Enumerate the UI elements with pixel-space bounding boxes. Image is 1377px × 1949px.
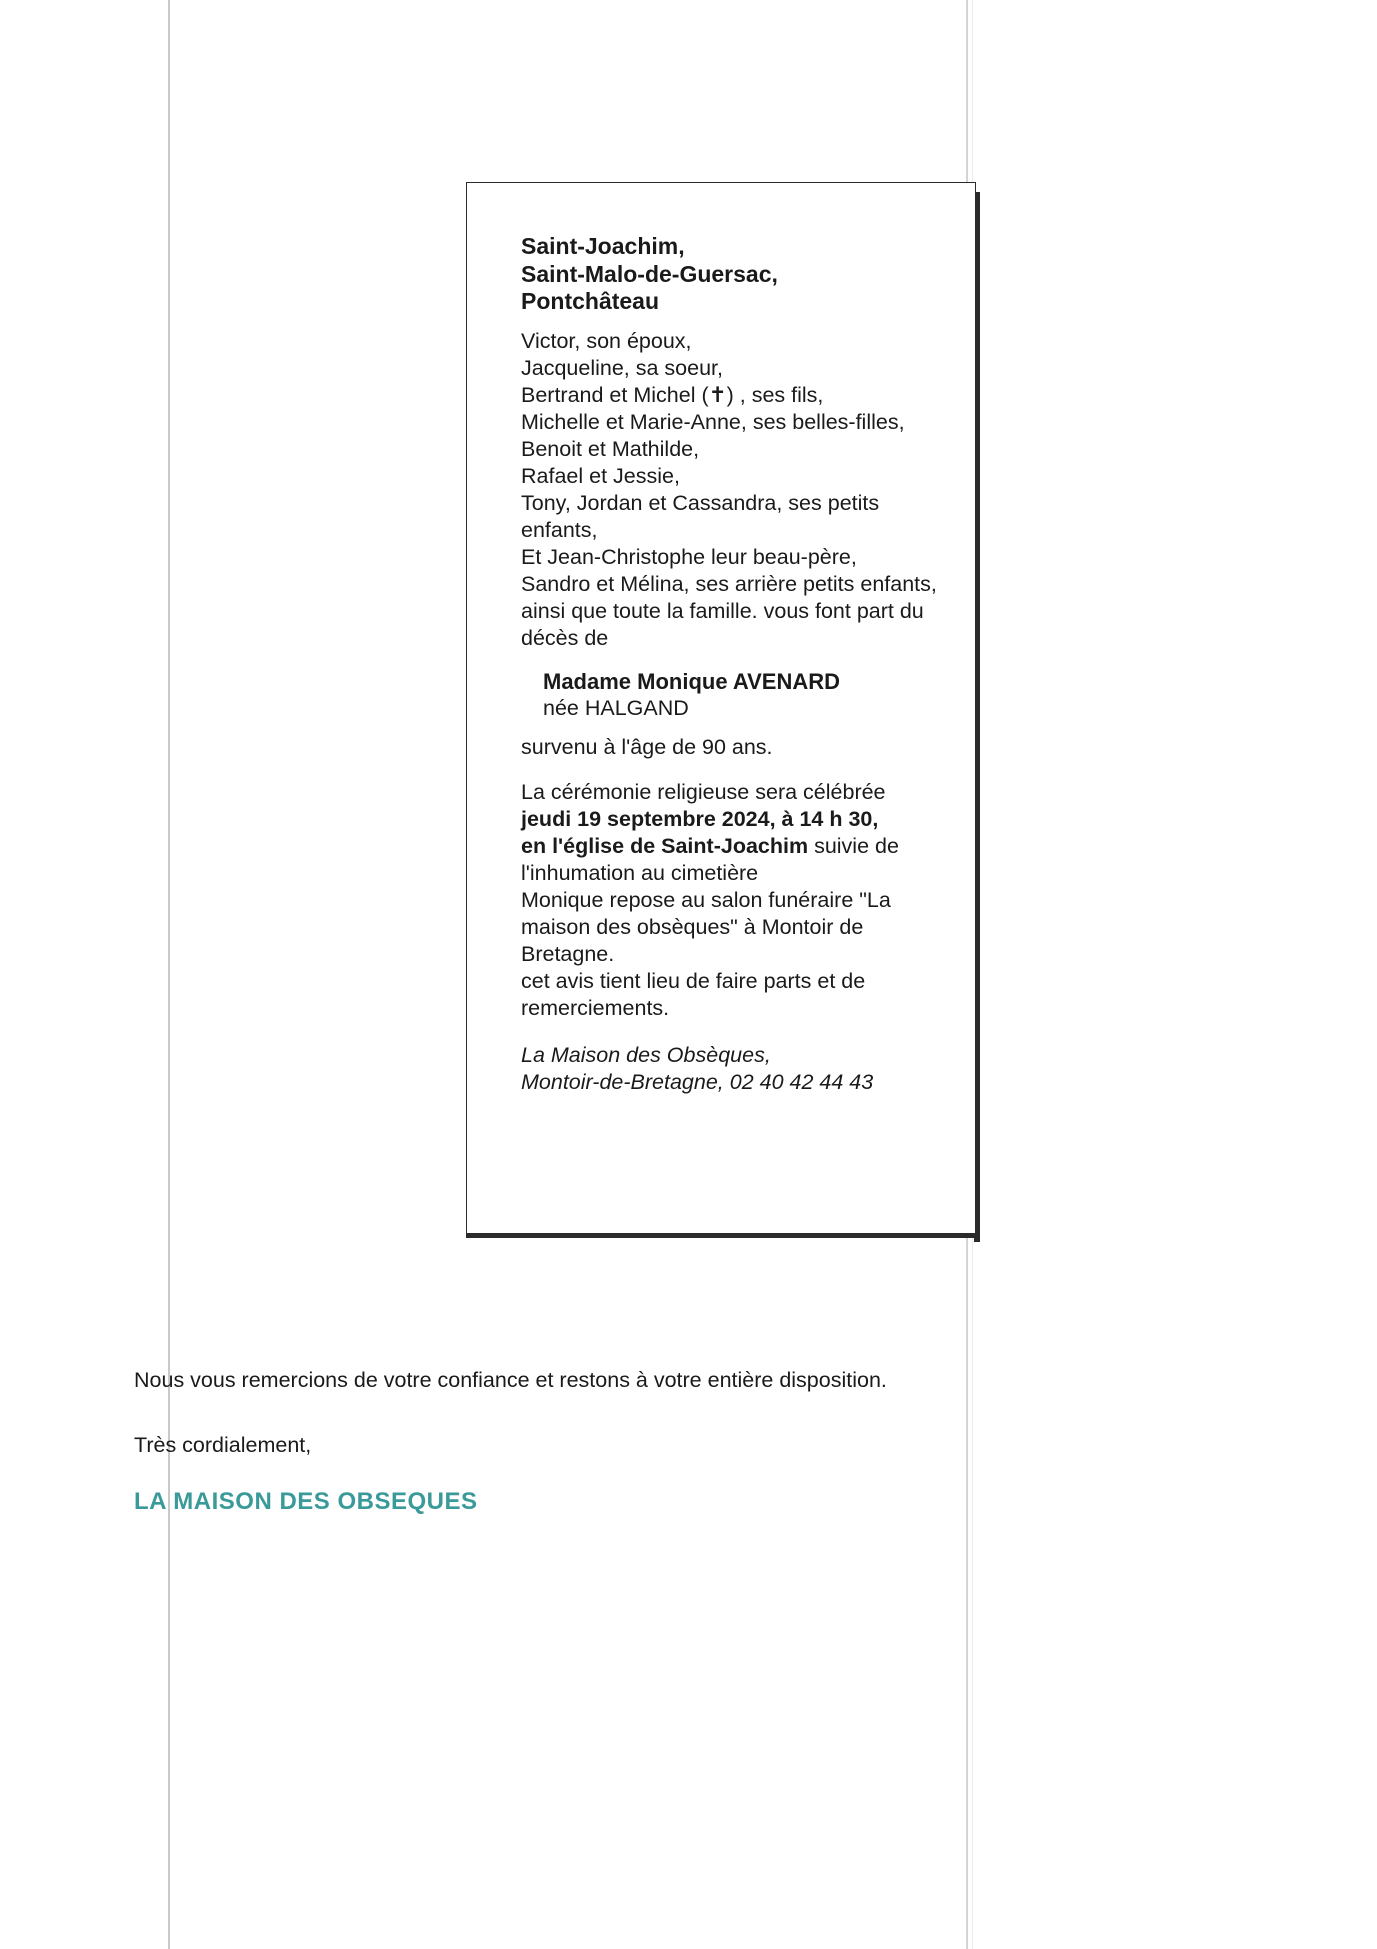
ceremony-date: jeudi 19 septembre 2024, à 14 h 30, [521, 806, 879, 831]
family-line: Et Jean-Christophe leur beau-père, [521, 544, 857, 569]
location-line: Saint-Joachim, [521, 233, 685, 259]
ceremony-intro: La cérémonie religieuse sera célébrée [521, 779, 886, 804]
letter-regards: Très cordialement, [134, 1433, 312, 1457]
signature-line: Montoir-de-Bretagne, 02 40 42 44 43 [521, 1069, 874, 1094]
notice-signature [521, 1042, 941, 1096]
spacer [521, 761, 941, 779]
family-list [521, 328, 941, 652]
ceremony-place: en l'église de Saint-Joachim [521, 833, 809, 858]
scan-artifact-line-left [168, 0, 170, 1949]
notice-content [521, 233, 941, 1096]
ceremony-followup: suivie de l'inhumation au cimetière [521, 833, 899, 885]
family-line: Victor, son époux, [521, 328, 692, 353]
obituary-notice [466, 182, 976, 1234]
family-line: Rafael et Jessie, [521, 463, 680, 488]
family-line: Michelle et Marie-Anne, ses belles-filles, [521, 409, 905, 434]
deceased-name: Madame Monique AVENARD [543, 668, 841, 694]
letter-thanks: Nous vous remercions de votre confiance et restons à votre entière disposition. [134, 1368, 887, 1392]
family-line: Sandro et Mélina, ses arrière petits enfants, [521, 571, 937, 596]
repose-line: Monique repose au salon funéraire "La maison des obsèques" à Montoir de Bretagne. [521, 887, 891, 966]
deceased-block [543, 668, 941, 722]
maiden-name: née HALGAND [543, 695, 689, 720]
location-line: Pontchâteau [521, 288, 660, 314]
family-line: Bertrand et Michel (✝) , ses fils, [521, 382, 824, 407]
location-line: Saint-Malo-de-Guersac, [521, 260, 778, 287]
notice-line: cet avis tient lieu de faire parts et de remerciements. [521, 968, 866, 1020]
family-line: ainsi que toute la famille. vous font part du décès de [521, 598, 924, 650]
family-line: Tony, Jordan et Cassandra, ses petits enfants, [521, 490, 880, 542]
family-line: Jacqueline, sa soeur, [521, 355, 723, 380]
company-name: LA MAISON DES OBSEQUES [134, 1488, 478, 1515]
age-line: survenu à l'âge de 90 ans. [521, 734, 773, 759]
notice-locations [521, 233, 941, 316]
signature-line: La Maison des Obsèques, [521, 1042, 771, 1067]
family-line: Benoit et Mathilde, [521, 436, 700, 461]
ceremony-paragraph [521, 779, 941, 1022]
ceremony-place-line [521, 833, 941, 887]
